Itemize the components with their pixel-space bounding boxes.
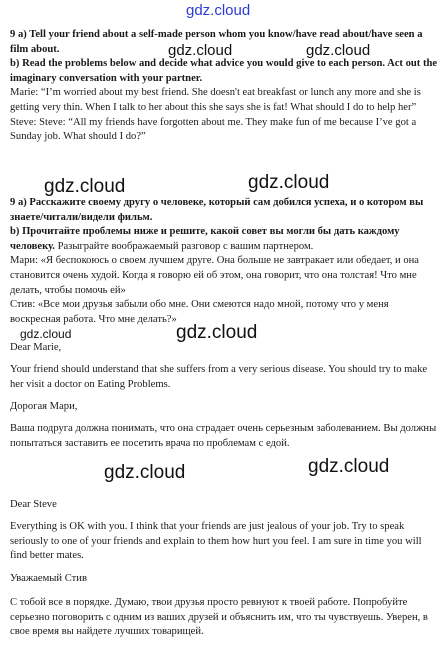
marie-greeting-ru: Дорогая Мари, xyxy=(10,401,78,412)
watermark: gdz.cloud xyxy=(104,462,186,483)
marie-greeting-en: Dear Marie, xyxy=(10,342,62,353)
dialogue-en: Marie: “I’m worried about my best friend. She doesn't eat breakfast or lunch any more and she is getting very thin. When I talk to her about this she says she is fat! What should I do to help her” Steve: Steve: “All my friends have forgotten about me. They make fun of me because I’ve got a Sunday job. What should I do?” xyxy=(10,87,421,143)
steve-answer-ru: С тобой все в порядке. Думаю, твои друзья просто ревнуют к твоей работе. Попробуйте серьезно поговорить с одним из ваших друзей и объяснить им, что ты чувствуешь. Уверен, в свое время вы найдете лучших товарищей. xyxy=(10,597,428,638)
marie-answer-ru: Ваша подруга должна понимать, что она страдает очень серьезным заболеванием. Вы должны попытаться заставить ее посетить врача по проблемам с едой. xyxy=(10,423,437,449)
task-part-b-en: b) Read the problems below and decide what advice you would give to each person. Act out the imaginary conversation with your partner. xyxy=(10,58,438,84)
watermark: gdz.cloud xyxy=(308,456,390,477)
task-part-a-ru: 9 a) Расскажите своему другу о человеке, который сам добился успеха, и о котором вы знаете/читали/видели фильм. xyxy=(10,197,424,223)
watermark: gdz.cloud xyxy=(176,322,258,343)
watermark: gdz.cloud xyxy=(306,42,371,59)
steve-greeting-ru: Уважаемый Стив xyxy=(10,573,87,584)
task-part-b-ru: b) Прочитайте проблемы ниже и решите, какой совет вы могли бы дать каждому человеку. xyxy=(10,226,400,252)
russian-task xyxy=(10,196,438,327)
steve-answer-en: Everything is OK with you. I think that your friends are just jealous of your job. Try to speak seriously to one of your friends and explain to them how hurt you feel. I am sure in time you will find better mates. xyxy=(10,521,422,562)
marie-answer-en: Your friend should understand that she suffers from a very serious disease. You should try to make her visit a doctor on Eating Problems. xyxy=(10,364,428,390)
steve-ru: Стив: «Все мои друзья забыли обо мне. Они смеются надо мной, потому что у меня воскресная работа. Что мне делать?» xyxy=(10,299,389,325)
marie-ru: Мари: «Я беспокоюсь о своем лучшем друге. Она больше не завтракает или обедает, и она становится очень худой. Когда я говорю ей об этом, она говорит, что она толстая! Что мне делать, чтобы помочь ей» xyxy=(10,255,420,296)
watermark: gdz.cloud xyxy=(44,176,126,197)
task-part-b-ru-tail: Разыграйте воображаемый разговор с вашим партнером. xyxy=(54,240,314,252)
steve-greeting-en: Dear Steve xyxy=(10,499,57,510)
watermark: gdz.cloud xyxy=(168,42,233,59)
watermark: gdz.cloud xyxy=(20,327,72,341)
task-part-a-en: 9 a) Tell your friend about a self-made person whom you know/have read about/have seen a film about. xyxy=(10,29,423,55)
watermark-top: gdz.cloud xyxy=(186,2,251,19)
watermark: gdz.cloud xyxy=(248,172,330,193)
english-task xyxy=(10,28,438,145)
